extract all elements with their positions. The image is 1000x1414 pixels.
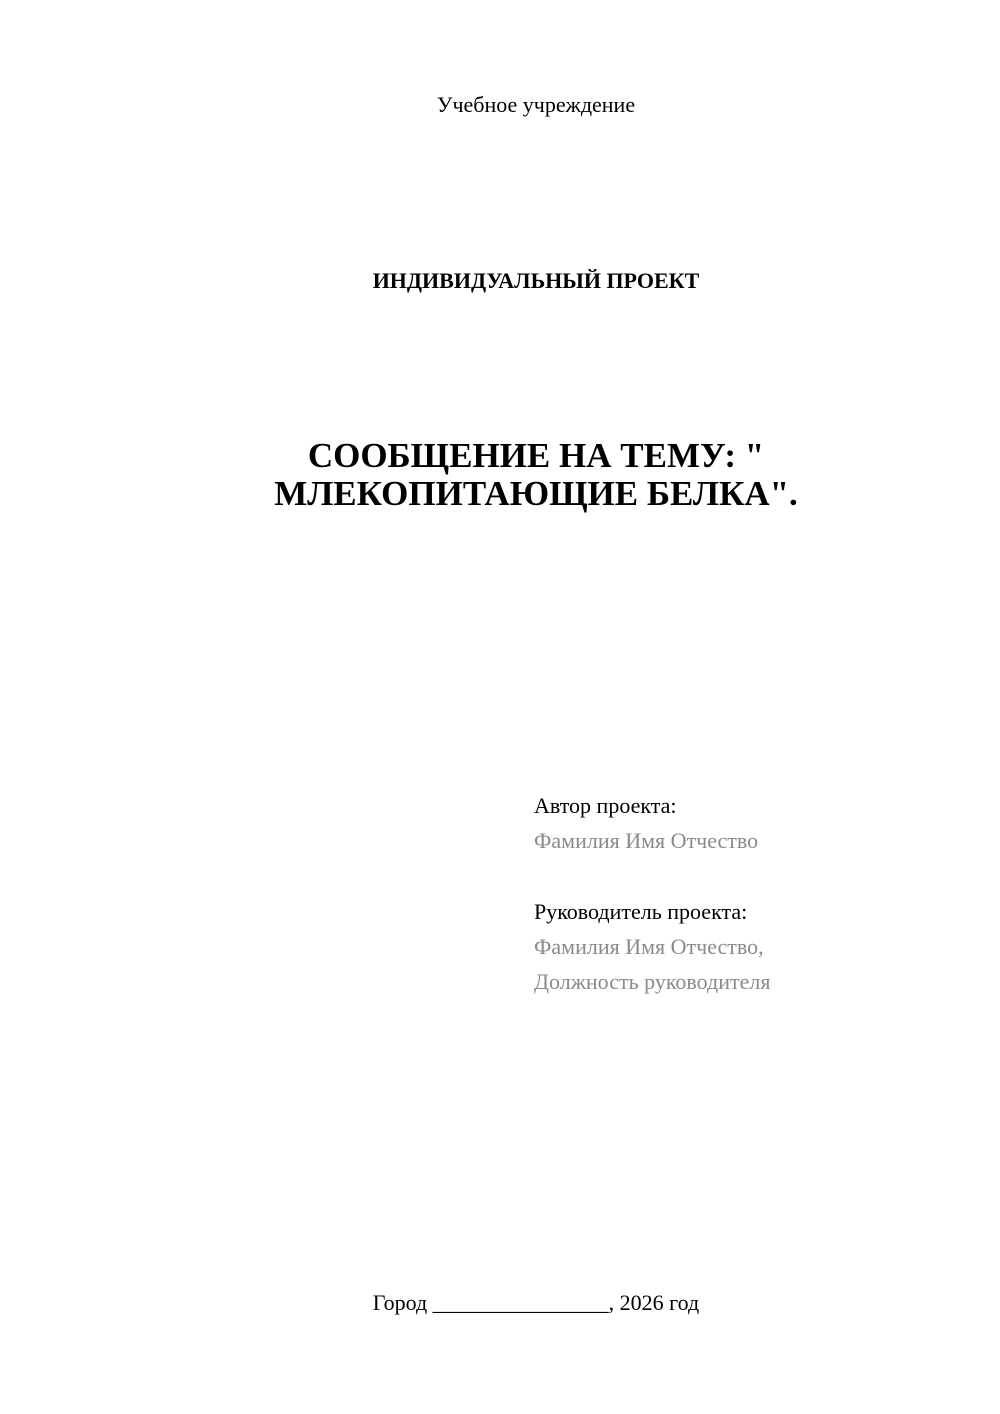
credits-spacer bbox=[534, 858, 974, 894]
title-line-1: СООБЩЕНИЕ НА ТЕМУ: " bbox=[307, 436, 765, 475]
supervisor-label: Руководитель проекта: bbox=[534, 899, 748, 924]
credits-block bbox=[534, 788, 974, 999]
city-year-footer: Город ________________, 2026 год bbox=[372, 1290, 700, 1315]
author-name: Фамилия Имя Отчество bbox=[534, 828, 759, 853]
author-label: Автор проекта: bbox=[534, 793, 677, 818]
project-type-heading: ИНДИВИДУАЛЬНЫЙ ПРОЕКТ bbox=[372, 268, 700, 293]
supervisor-position: Должность руководителя bbox=[534, 969, 771, 994]
title-line-2: МЛЕКОПИТАЮЩИЕ БЕЛКА". bbox=[274, 474, 798, 513]
institution-name: Учебное учреждение bbox=[436, 92, 636, 117]
document-title bbox=[0, 437, 1000, 513]
supervisor-name: Фамилия Имя Отчество, bbox=[534, 934, 764, 959]
